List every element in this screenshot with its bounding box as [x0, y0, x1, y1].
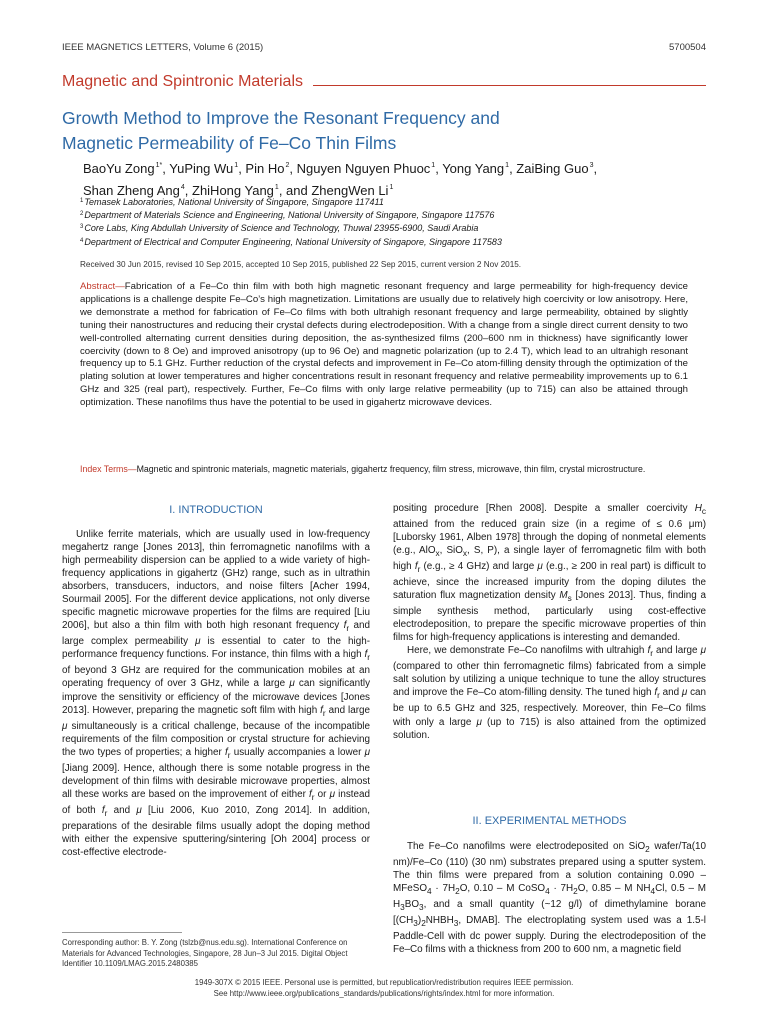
intro-paragraph: Unlike ferrite materials, which are usually used in low-frequency megahertz range [Jones 2013], thin ferromagnetic nanofilms with a high permeability dispersion can be applied to a wide variety of high-frequency applications in gigahertz (GHz) range, such as in ultrathin absorbers, transducers, inductors, and noise filters [Acher 1994, Sourmail 2005]. For the different device applications, not only diverse specific magnetic microwave properties for the films are required [Liu 2006], but also a thin film with both high resonant frequency $f_r$ and large complex permeability μ is essential to cater to the high-performance frequency functions. For instance, thin films with a high $f_r$ of beyond 3 GHz are required for the communication mobiles at an operating frequency of over 3 GHz, while a large μ can significantly improve the sensitivity or efficiency of the microwave devices [Jones 2013]. However, preparing the magnetic soft film with high $f_r$ and large μ simultaneously is a critical challenge, because of the incompatible requirements of the film composition or crystal structure for achieving the two types of properties; a higher $f_r$ usually accompanies a lower μ [Jiang 2009]. Hence, although there is some notable progress in the development of thin films with desirable microwave properties, almost all these works are based on the improvement of either $f_r$ or μ instead of both $f_r$ and μ [Liu 2006, Kuo 2010, Zong 2014]. In addition, preparations of the desirable films usually adopt the doping method with either the expensive sputtering/sintering [Oh 2004] process or cost-effective electrode- [62, 529, 371, 858]
title-line-2: Magnetic Permeability of Fe–Co Thin Films [62, 133, 397, 153]
author: Yong Yang$^1$, [442, 161, 517, 176]
copyright-notice [62, 978, 706, 999]
received-dates: Received 30 Jun 2015, revised 10 Sep 2015, accepted 10 Sep 2015, published 22 Sep 2015, current version 2 Nov 2015. [80, 260, 522, 269]
section-rule [313, 85, 706, 86]
intro-paragraph-continued: positing procedure [Rhen 2008]. Despite a smaller coercivity $H_c$ attained from the reduced grain size (in a regime of ≤ 0.6 μm) [Luborsky 1961, Alben 1978] through the doping of nonmetal elements (e.g., AlO$_x$, SiO$_x$, S, P), a single layer of ferromagnetic film with both high $f_r$ (e.g., ≥ 4 GHz) and large μ (e.g., ≥ 200 in real part) is difficult to achieve, since the increased impurity from the doping dilutes the saturation flux magnetization density $M_s$ [Jones 2013]. Thus, finding a simple synthesis method, particularly using cost-effective electrodeposition, to prepare the specific microwave properties of thin films for high-frequency applications is interesting and demanded. [393, 503, 706, 644]
affiliation: $^1$Temasek Laboratories, National University of Singapore, Singapore 117411 [80, 197, 384, 207]
affiliation-list [80, 195, 690, 248]
title-line-1: Growth Method to Improve the Resonant Frequency and [62, 108, 500, 128]
author: Shan Zheng Ang$^4$, [83, 183, 192, 198]
footnote: Corresponding author: B. Y. Zong (tslzb@nus.edu.sg). International Conference on Materials for Advanced Technologies, Singapore, 28 Jun–3 Jul 2015. Digital Object Identifier 10.1109/LMAG.2015.2480385 [62, 938, 348, 969]
abstract-label: Abstract— [80, 281, 125, 292]
affiliation: $^3$Core Labs, King Abdullah University of Science and Technology, Thuwal 23955-6900, Saudi Arabia [80, 223, 479, 234]
copyright-link-line[interactable]: See http://www.ieee.org/publications_standards/publications/rights/index.html for more information. [213, 988, 555, 998]
section-label: Magnetic and Spintronic Materials [62, 73, 304, 90]
methods-column [393, 840, 706, 956]
author: Pin Ho$^2$, [245, 161, 297, 176]
section-row [62, 71, 706, 93]
journal-header: IEEE MAGNETICS LETTERS, Volume 6 (2015) [62, 42, 264, 53]
abstract [80, 281, 688, 410]
affiliation: $^4$Department of Electrical and Computer Engineering, National University of Singapore, Singapore 117583 [80, 236, 502, 247]
author: Nguyen Nguyen Phuoc$^1$, [296, 161, 443, 176]
intro-paragraph: Here, we demonstrate Fe–Co nanofilms with ultrahigh $f_r$ and large μ (compared to other thin ferromagnetic films) fabricated from a simple salt solution by utilizing a unique technique to tune the alloy structures and improve the Fe–Co atom-filling density. The tuned high $f_r$ and μ can be up to 6.5 GHz and 325, respectively. Moreover, thin Fe–Co films with only a large μ (up to 715) is also attained from the optimized solution. [393, 645, 707, 741]
author: YuPing Wu$^1$, [169, 161, 246, 176]
author: ZaiBing Guo$^3$, [516, 161, 598, 176]
intro-column-left [62, 528, 370, 859]
methods-paragraph: The Fe–Co nanofilms were electrodeposited on SiO$_2$ wafer/Ta(10 nm)/Fe–Co (110) (30 nm) substrates prepared using a sputter system. The thin films were prepared from a solution containing 0.090 – MFeSO$_4$ · $7H_2O$, 0.10 – M CoSO$_4$ · $7H_2O$, 0.85 – M $NH_4Cl$, 0.5 – M $H_3BO_3$, and a small quantity (~12 g/l) of dimethylamine borane [$(CH_3)_2NHBH_3$, DMAB]. The electroplating system used was a 1.5-l Paddle-Cell with dc power supply. During the electrodeposition of the Fe–Co films with a thickness from 200 to 600 nm, a magnetic field [393, 841, 706, 956]
copyright-line: 1949-307X © 2015 IEEE. Personal use is permitted, but republication/redistribution requires IEEE permission. [194, 978, 574, 987]
index-terms [80, 463, 688, 475]
index-terms-label: Index Terms— [80, 464, 137, 474]
intro-column-right [393, 502, 706, 742]
article-number: 5700504 [669, 42, 706, 53]
footnote-rule [62, 932, 182, 933]
section-heading-introduction: I. INTRODUCTION [169, 504, 263, 516]
author: ZhiHong Yang$^1$, and [192, 183, 312, 198]
author: BaoYu Zong$^{1*}$, [83, 161, 170, 176]
author-list [83, 156, 693, 200]
affiliation: $^2$Department of Materials Science and Engineering, National University of Singapore, Singapore 117576 [80, 210, 495, 221]
author: ZhengWen Li$^1$ [311, 183, 394, 198]
index-terms-text: Magnetic and spintronic materials, magnetic materials, gigahertz frequency, film stress, microwave, thin film, crystal microstructure. [136, 464, 646, 474]
section-heading-methods: II. EXPERIMENTAL METHODS [472, 815, 627, 827]
abstract-text: Fabrication of a Fe–Co thin film with both high magnetic resonant frequency and large permeability for high-frequency device applications is a challenge despite Fe–Co’s high magnetization. Limitations are usually due to relatively high coercivity or low anisotropy. Here, we demonstrate a method for fabrication of Fe–Co films with both ultrahigh resonant frequency and large permeability, obtained by slightly tuning their nanostructures and reducing their crystal defects during electrodeposition. With a change from a single direct current density to two well-controlled alternating current densities during deposition, the as-synthesized films (200–600 nm in thickness) have significantly lower coercivity (down to 8 Oe) and improved anisotropy (up to 96 Oe) and magnetic polarization (up to 2.4 T), which lead to an ultrahigh resonant frequency up to 5.1 GHz. Further reduction of the crystal defects and improvement in Fe–Co atom-filling density through the optimization of the plating solution at lower temperatures and higher concentrations result in resonant frequency and relative permeability improvements up to 6.1 GHz and 325 (real part), respectively. Further, Fe–Co films with only large relative permeability (up to 715) can also be attained through optimization. These nanofilms thus have the potential to be used in gigahertz microwave devices. [80, 281, 688, 409]
paper-title [62, 106, 682, 156]
